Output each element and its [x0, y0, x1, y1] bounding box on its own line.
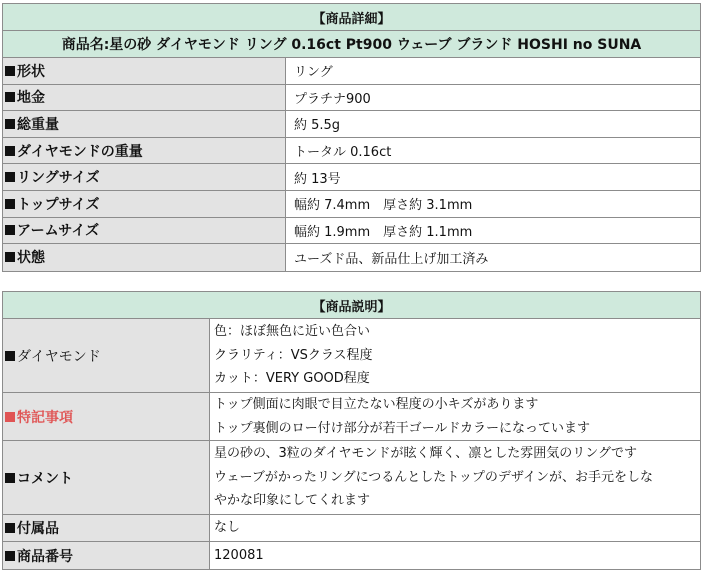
detail-row-diamond-weight	[3, 138, 700, 165]
bullet-square-icon	[5, 523, 15, 533]
bullet-square-icon	[5, 412, 15, 422]
bullet-square-icon	[5, 473, 15, 483]
detail-value: トータル 0.16ct	[294, 145, 392, 161]
description-label: ダイヤモンド	[3, 319, 210, 392]
description-label: コメント	[3, 441, 210, 514]
detail-row-condition	[3, 244, 700, 271]
detail-label: 総重量	[3, 111, 286, 137]
bullet-square-icon	[5, 146, 15, 156]
detail-value: 幅約 1.9mm 厚さ約 1.1mm	[294, 224, 473, 240]
product-description-table	[2, 291, 701, 570]
description-label-special-notes: 特記事項	[3, 393, 210, 440]
detail-label: リングサイズ	[3, 164, 286, 190]
detail-row-metal	[3, 85, 700, 112]
bullet-square-icon	[5, 66, 15, 76]
description-value: 色：ほぼ無色に近い色合い クラリティ：VSクラス程度 カット：VERY GOOD程度	[214, 324, 373, 387]
description-label: 付属品	[3, 515, 210, 541]
bullet-square-icon	[5, 92, 15, 102]
bullet-square-icon	[5, 172, 15, 182]
bullet-square-icon	[5, 225, 15, 235]
description-row-diamond	[3, 319, 700, 393]
detail-row-top-size	[3, 191, 700, 218]
detail-value: 約 13号	[294, 171, 341, 187]
detail-value: 幅約 7.4mm 厚さ約 3.1mm	[294, 198, 473, 214]
details-header: 【商品詳細】	[3, 4, 700, 31]
bullet-square-icon	[5, 252, 15, 262]
detail-label: 地金	[3, 85, 286, 111]
description-value: トップ側面に肉眼で目立たない程度の小キズがあります トップ裏側のロー付け部分が若干ゴールドカラーになっています	[214, 397, 590, 436]
detail-value: プラチナ900	[294, 91, 371, 107]
product-name: 商品名:星の砂 ダイヤモンド リング 0.16ct Pt900 ウェーブ ブランド HOSHI no SUNA	[3, 31, 700, 58]
description-row-accessories	[3, 515, 700, 542]
detail-row-ring-size	[3, 164, 700, 191]
bullet-square-icon	[5, 119, 15, 129]
bullet-square-icon	[5, 199, 15, 209]
detail-label: ダイヤモンドの重量	[3, 138, 286, 164]
detail-row-shape	[3, 58, 700, 85]
bullet-square-icon	[5, 551, 15, 561]
description-value: 120081	[214, 547, 264, 563]
detail-label: 形状	[3, 58, 286, 84]
description-row-comment	[3, 441, 700, 515]
product-details-table	[2, 3, 701, 272]
detail-label: トップサイズ	[3, 191, 286, 217]
detail-value: 約 5.5g	[294, 118, 341, 134]
detail-row-weight	[3, 111, 700, 138]
description-value: 星の砂の、3粒のダイヤモンドが眩く輝く、凛とした雰囲気のリングです ウェーブがかったリングにつるんとしたトップのデザインが、お手元をしな やかな印象にしてくれます	[214, 446, 654, 509]
detail-label: アームサイズ	[3, 218, 286, 244]
bullet-square-icon	[5, 351, 15, 361]
description-value: なし	[214, 520, 241, 536]
detail-label: 状態	[3, 244, 286, 271]
description-label: 商品番号	[3, 542, 210, 569]
description-header: 【商品説明】	[3, 292, 700, 319]
description-row-item-number	[3, 542, 700, 569]
detail-value: ユーズド品、新品仕上げ加工済み	[294, 251, 489, 267]
detail-value: リング	[294, 65, 333, 81]
detail-row-arm-size	[3, 218, 700, 245]
description-row-notes	[3, 393, 700, 441]
